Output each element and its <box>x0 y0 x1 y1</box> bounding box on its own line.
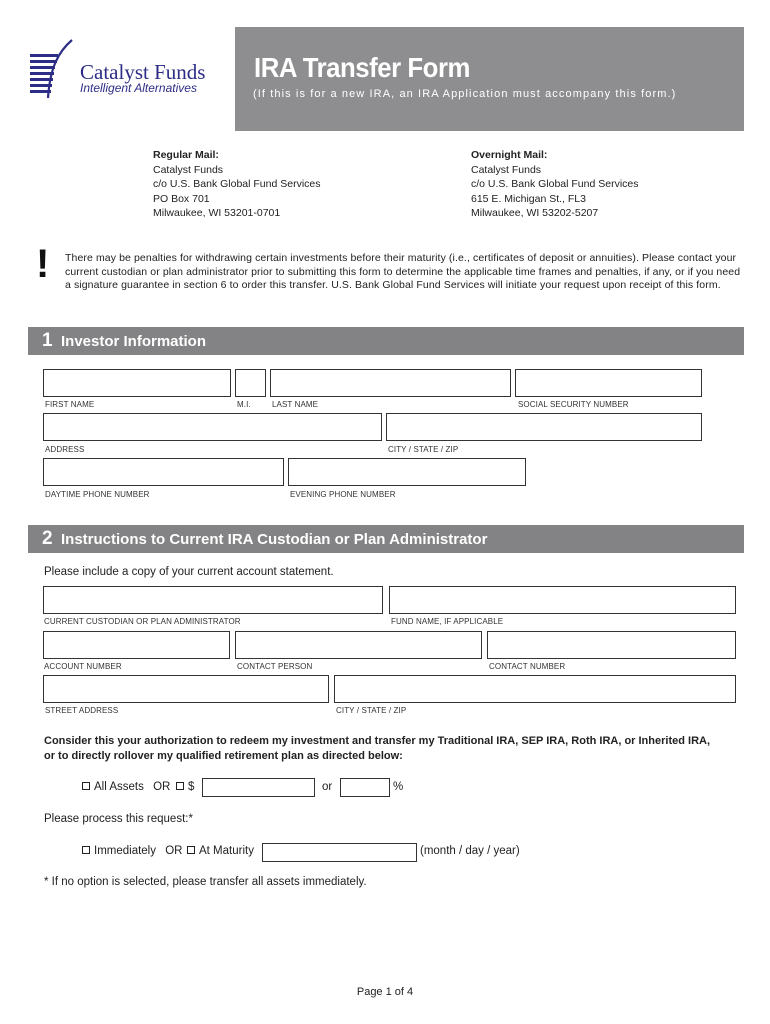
account-number-label: ACCOUNT NUMBER <box>44 662 122 671</box>
last-name-field[interactable] <box>270 369 511 397</box>
section-title: Investor Information <box>61 333 207 350</box>
contact-number-label: CONTACT NUMBER <box>489 662 566 671</box>
maturity-date-field[interactable] <box>262 843 417 862</box>
at-maturity-checkbox[interactable] <box>187 846 195 854</box>
first-name-field[interactable] <box>43 369 231 397</box>
or-label: or <box>322 781 333 793</box>
authorization-text-line-2: or to directly rollover my qualified retirement plan as directed below: <box>44 750 403 762</box>
contact-person-field[interactable] <box>235 631 482 659</box>
dollar-amount-checkbox[interactable] <box>176 782 184 790</box>
date-format-hint: (month / day / year) <box>420 845 520 857</box>
immediately-option[interactable] <box>82 845 182 857</box>
fund-name-field[interactable] <box>389 586 736 614</box>
fund-name-label: FUND NAME, IF APPLICABLE <box>391 617 504 626</box>
all-assets-label: All Assets <box>94 781 144 793</box>
city-state-zip-field[interactable] <box>386 413 702 441</box>
page-subtitle: (If this is for a new IRA, an IRA Application must accompany this form.) <box>253 88 677 100</box>
address-field[interactable] <box>43 413 382 441</box>
street-address-label: STREET ADDRESS <box>45 706 119 715</box>
percent-sign: % <box>393 781 404 793</box>
at-maturity-option[interactable] <box>187 845 254 857</box>
footnote: * If no option is selected, please transfer all assets immediately. <box>44 876 367 888</box>
regular-mail-heading: Regular Mail: <box>153 149 219 161</box>
logo-mark-icon <box>28 38 88 100</box>
authorization-text-line-1: Consider this your authorization to redeem my investment and transfer my Traditional IRA, SEP IRA, Roth IRA, or Inherited IRA, <box>44 735 711 747</box>
ssn-field[interactable] <box>515 369 702 397</box>
regular-mail-line: c/o U.S. Bank Global Fund Services <box>153 178 321 190</box>
logo-name: Catalyst Funds <box>80 60 206 84</box>
regular-mail-line: Catalyst Funds <box>153 163 224 176</box>
all-assets-option[interactable] <box>82 781 170 793</box>
daytime-phone-label: DAYTIME PHONE NUMBER <box>45 490 150 499</box>
section-2-header <box>28 525 744 553</box>
dollar-amount-field[interactable] <box>202 778 315 797</box>
last-name-label: LAST NAME <box>272 400 319 409</box>
immediately-label: Immediately <box>94 845 156 857</box>
section-1-header <box>28 327 744 355</box>
overnight-mail-line: c/o U.S. Bank Global Fund Services <box>471 178 639 190</box>
city-state-zip-label: CITY / STATE / ZIP <box>388 445 459 454</box>
section-title: Instructions to Current IRA Custodian or Plan Administrator <box>61 531 488 548</box>
dollar-sign: $ <box>188 781 195 793</box>
or-label: OR <box>153 781 171 793</box>
immediately-checkbox[interactable] <box>82 846 90 854</box>
mi-label: M.I. <box>237 400 251 409</box>
address-label: ADDRESS <box>45 445 85 454</box>
evening-phone-label: EVENING PHONE NUMBER <box>290 490 396 499</box>
account-number-field[interactable] <box>43 631 230 659</box>
custodian-city-state-zip-field[interactable] <box>334 675 736 703</box>
logo-tagline: Intelligent Alternatives <box>80 81 197 95</box>
page-title: IRA Transfer Form <box>254 52 470 83</box>
regular-mail-line: Milwaukee, WI 53201-0701 <box>153 207 281 219</box>
dollar-option[interactable] <box>176 781 194 793</box>
overnight-mail-line: Catalyst Funds <box>471 163 542 176</box>
evening-phone-field[interactable] <box>288 458 526 486</box>
percent-field[interactable] <box>340 778 390 797</box>
contact-number-field[interactable] <box>487 631 736 659</box>
section-number: 2 <box>42 528 53 549</box>
at-maturity-label: At Maturity <box>199 845 254 857</box>
process-request-label: Please process this request:* <box>44 813 193 825</box>
overnight-mail-line: Milwaukee, WI 53202-5207 <box>471 207 599 219</box>
warning-icon: ! <box>36 242 50 286</box>
custodian-field[interactable] <box>43 586 383 614</box>
ssn-label: SOCIAL SECURITY NUMBER <box>518 400 629 409</box>
or-label: OR <box>165 845 183 857</box>
regular-mail-line: PO Box 701 <box>153 192 210 205</box>
overnight-mail-heading: Overnight Mail: <box>471 149 548 161</box>
first-name-label: FIRST NAME <box>45 400 95 409</box>
middle-initial-field[interactable] <box>235 369 266 397</box>
overnight-mail-line: 615 E. Michigan St., FL3 <box>471 192 586 205</box>
statement-instruction: Please include a copy of your current account statement. <box>44 566 334 578</box>
street-address-field[interactable] <box>43 675 329 703</box>
regular-mail-address <box>153 148 321 221</box>
warning-text: There may be penalties for withdrawing certain investments before their maturity (i.e., certificates of deposit or annuities). Please contact your current custodian or plan administrator prior to submitting this form to determine the applicable time frames and penalties, if any, or if you need a signature guarantee in section 6 to order this transfer. U.S. Bank Global Fund Services will initiate your request upon receipt of this form. <box>65 252 741 291</box>
custodian-city-state-zip-label: CITY / STATE / ZIP <box>336 706 407 715</box>
section-number: 1 <box>42 330 53 351</box>
page-number: Page 1 of 4 <box>356 986 414 998</box>
overnight-mail-address <box>471 148 639 221</box>
custodian-label: CURRENT CUSTODIAN OR PLAN ADMINISTRATOR <box>44 617 241 626</box>
daytime-phone-field[interactable] <box>43 458 284 486</box>
all-assets-checkbox[interactable] <box>82 782 90 790</box>
contact-person-label: CONTACT PERSON <box>237 662 313 671</box>
